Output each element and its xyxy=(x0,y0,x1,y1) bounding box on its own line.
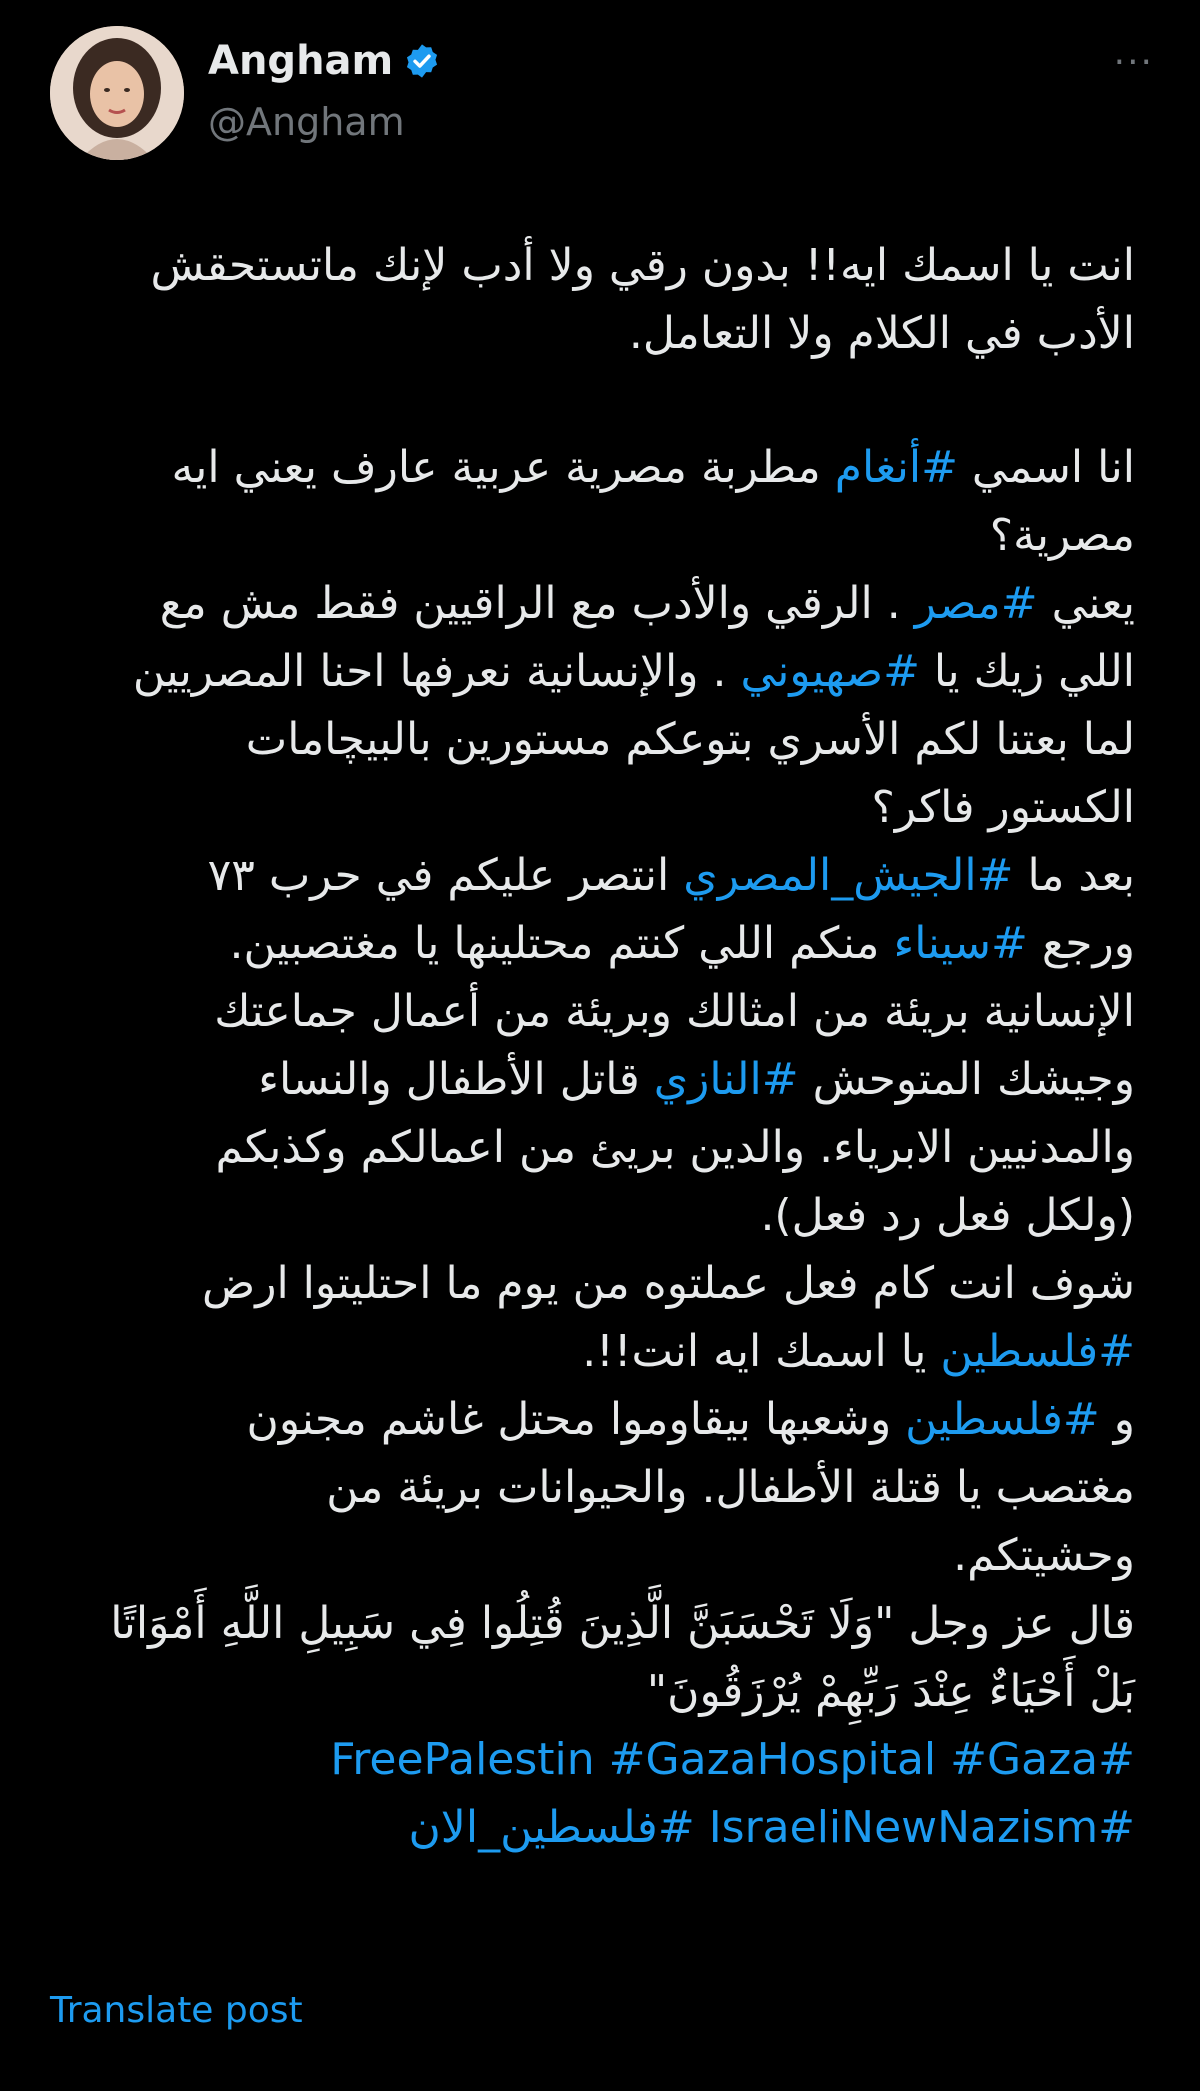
post-line xyxy=(50,570,1135,638)
hashtag-link[interactable]: #الجيش_المصري xyxy=(683,850,1014,901)
post-line xyxy=(50,1386,1135,1454)
post-line: بَلْ أَحْيَاءٌ عِنْدَ رَبِّهِمْ يُرْزَقُونَ" xyxy=(646,1666,1135,1717)
post-text-segment: انتصر عليكم في حرب ٧٣ xyxy=(207,850,684,901)
verified-badge-icon xyxy=(403,42,441,80)
post-line: انت يا اسمك ايه!! بدون رقي ولا أدب لإنك ماتستحقش xyxy=(150,240,1135,291)
post-text-segment: قاتل الأطفال والنساء xyxy=(258,1054,654,1105)
post-line: والمدنيين الابرياء. والدين بريئ من اعمالكم وكذبكم xyxy=(215,1122,1135,1173)
post-text-segment: وجيشك المتوحش xyxy=(798,1054,1135,1105)
author-handle[interactable]: @Angham xyxy=(208,100,405,144)
post-line: الأدب في الكلام ولا التعامل. xyxy=(628,308,1135,359)
post-text-segment: مطربة مصرية عربية عارف يعني ايه xyxy=(171,442,835,493)
post-text-segment: منكم اللي كنتم محتلينها يا مغتصبين. xyxy=(229,918,894,969)
post-line xyxy=(50,638,1135,706)
hashtag-line[interactable]: #IsraeliNewNazism #فلسطين_الان xyxy=(408,1802,1135,1853)
post-line: وحشيتكم. xyxy=(953,1530,1135,1581)
post-line xyxy=(50,910,1135,978)
post-line: الكستور فاكر؟ xyxy=(871,782,1135,833)
post-text-segment: يا اسمك ايه انت!!. xyxy=(582,1326,941,1377)
post-line: مغتصب يا قتلة الأطفال. والحيوانات بريئة من xyxy=(326,1462,1135,1513)
post-text-segment: بعد ما xyxy=(1013,850,1135,901)
post-line xyxy=(50,842,1135,910)
translate-post-link[interactable]: Translate post xyxy=(50,1990,303,2031)
post-line: (ولكل فعل رد فعل). xyxy=(760,1190,1135,1241)
post-header xyxy=(0,0,1200,170)
hashtag-link[interactable]: #فلسطين xyxy=(940,1326,1135,1377)
post-text-segment: . الرقي والأدب مع الراقيين فقط مش مع xyxy=(159,578,915,629)
hashtag-line[interactable]: #FreePalestin #GazaHospital #Gaza xyxy=(330,1734,1135,1785)
hashtag-link[interactable]: #مصر xyxy=(914,578,1038,629)
post-text-segment: . والإنسانية نعرفها احنا المصريين xyxy=(132,646,741,697)
post-line: الإنسانية بريئة من امثالك وبريئة من أعمال جماعتك xyxy=(214,986,1135,1037)
profile-photo xyxy=(50,26,184,160)
post-text-segment: و xyxy=(1099,1394,1135,1445)
post-text-segment: ورجع xyxy=(1027,918,1135,969)
post-text-segment: انا اسمي xyxy=(957,442,1135,493)
post-line xyxy=(50,1318,1135,1386)
post-text-segment: يعني xyxy=(1037,578,1135,629)
post-text-segment: اللي زيك يا xyxy=(919,646,1135,697)
post-line: لما بعتنا لكم الأسري بتوعكم مستورين بالبيچامات xyxy=(245,714,1135,765)
post-text xyxy=(50,232,1135,1862)
hashtag-link[interactable]: #فلسطين xyxy=(905,1394,1100,1445)
post-text-segment: وشعبها بيقاوموا محتل غاشم مجنون xyxy=(246,1394,906,1445)
post-line: شوف انت كام فعل عملتوه من يوم ما احتليتوا ارض xyxy=(202,1258,1135,1309)
hashtag-link[interactable]: #أنغام xyxy=(834,442,958,493)
post-line xyxy=(50,1046,1135,1114)
post-line xyxy=(50,434,1135,502)
post-line: قال عز وجل "وَلَا تَحْسَبَنَّ الَّذِينَ قُتِلُوا فِي سَبِيلِ اللَّهِ أَمْوَاتًا xyxy=(110,1598,1135,1649)
hashtag-link[interactable]: #النازي xyxy=(653,1054,799,1105)
hashtag-link[interactable]: #صهيوني xyxy=(740,646,920,697)
more-horizontal-icon[interactable]: ··· xyxy=(1113,42,1154,83)
avatar[interactable] xyxy=(50,26,184,160)
hashtag-link[interactable]: #سيناء xyxy=(893,918,1028,969)
post-line: مصرية؟ xyxy=(989,510,1135,561)
author-display-name[interactable]: Angham xyxy=(208,38,394,84)
author-name-row xyxy=(208,38,441,84)
